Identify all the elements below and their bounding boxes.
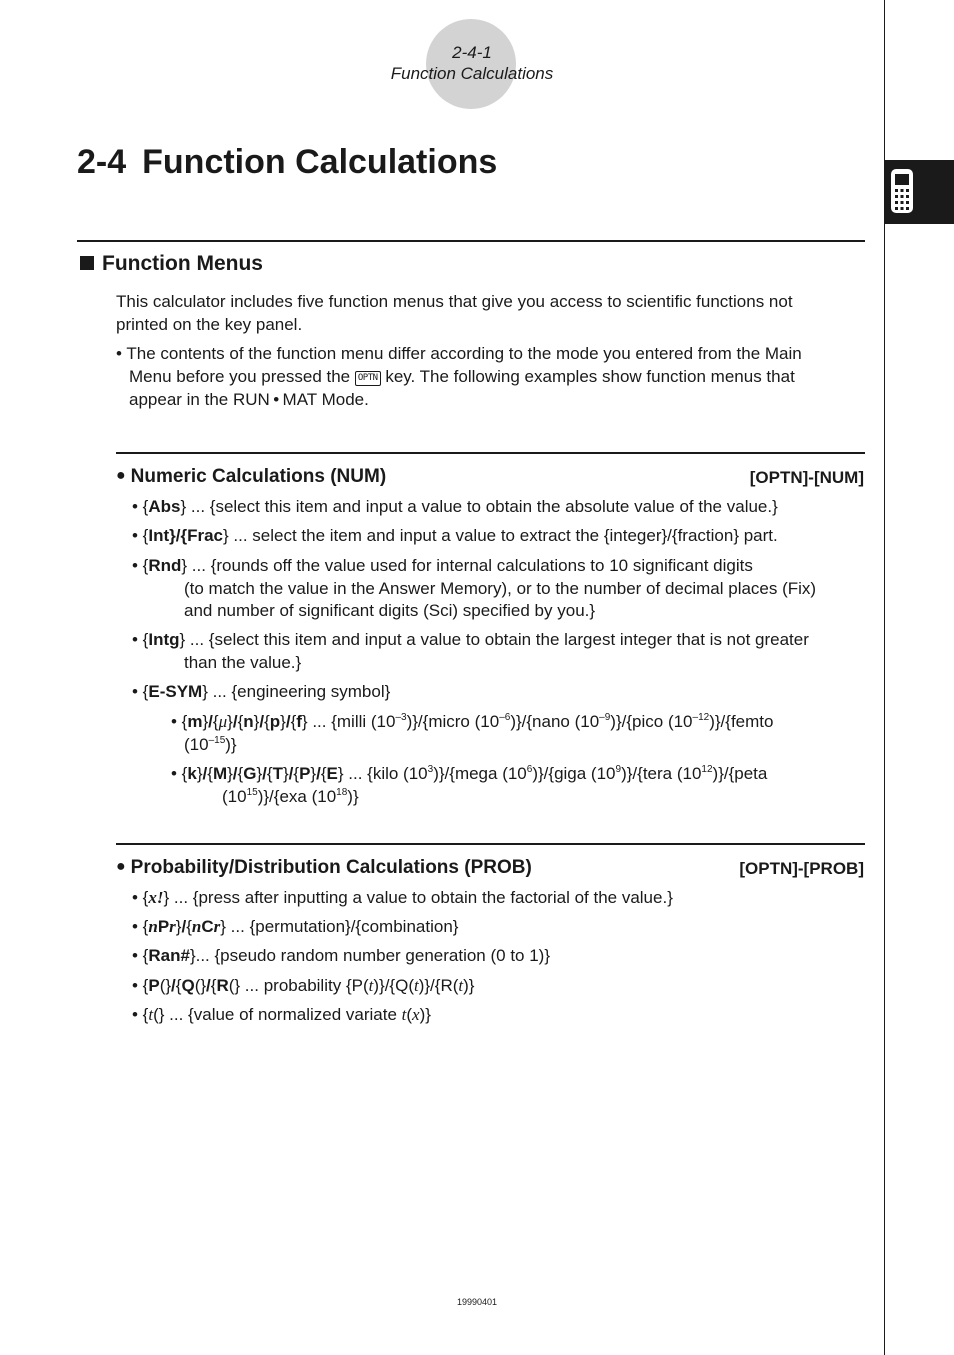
round-bullet-icon: ● [116, 467, 126, 484]
calculator-icon [890, 168, 914, 214]
intro-line-2: printed on the key panel. [116, 315, 303, 334]
section-rule [77, 240, 865, 242]
prob-item-probability: • {P(}/{Q(}/{R(} ... probability {P(t)}/{Q(t)}/{R(t)} [132, 976, 475, 995]
num-item-rnd-line-3: and number of significant digits (Sci) specified by you.} [184, 601, 596, 620]
intro-line-1: This calculator includes five function menus that give you access to scientific functions not [116, 292, 793, 311]
prob-item-normalized-variate: • {t(} ... {value of normalized variate t(x)} [132, 1005, 431, 1024]
esym-small-prefixes-line-2: $(10^{-15})$} [184, 735, 237, 754]
prob-rule [116, 843, 865, 845]
round-bullet-icon: ● [116, 858, 126, 875]
chapter-title [77, 143, 497, 182]
num-item-rnd-line-2: (to match the value in the Answer Memory), or to the number of decimal places (Fix) [184, 579, 817, 598]
num-rule [116, 452, 865, 454]
chapter-tab [884, 160, 954, 224]
num-item-intg: • {Intg} ... {select this item and input a value to obtain the largest integer that is not greater [132, 630, 809, 649]
square-bullet-icon [80, 256, 94, 270]
intro-bullet-line-2: Menu before you pressed the OPTN key. The following examples show function menus that [129, 367, 795, 386]
num-item-rnd: • {Rnd} ... {rounds off the value used for internal calculations to 10 significant digits [132, 556, 753, 575]
optn-key-icon: OPTN [355, 371, 381, 386]
esym-large-prefixes: • {k}/{M}/{G}/{T}/{P}/{E} ... {kilo $(10^3)\}/\{mega$ $(10^6)\}/\{giga$ $(10^9)\}/\{tera$ $(10^{12})\}/\{peta$ [171, 764, 768, 783]
section-title: Function Menus [102, 252, 263, 275]
esym-small-prefixes: • {m}/{μ}/{n}/{p}/{f} ... {milli $(10^{-3})\}/\{micro$ $(10^{-6})\}/\{nano$ $(10^{-9})\}/\{pico$ $(10^{-12})\}/\{femto$ [171, 712, 774, 731]
num-item-esym: • {E-SYM} ... {engineering symbol} [132, 682, 391, 701]
esym-large-prefixes-line-2: $(10^{15})\}/\{exa$ $(10^{18})$} [222, 787, 359, 806]
num-menu-path: [OPTN]-[NUM] [749, 468, 864, 487]
intro-bullet-line-1: • The contents of the function menu differ according to the mode you entered from the Main [116, 344, 802, 363]
footer-code: 19990401 [456, 1297, 498, 1307]
prob-item-factorial: • {x!} ... {press after inputting a value to obtain the factorial of the value.} [132, 888, 673, 907]
section-heading [80, 252, 263, 276]
num-heading: ● Numeric Calculations (NUM) [116, 466, 387, 487]
num-item-int-frac: • {Int}/{Frac} ... select the item and input a value to extract the {integer}/{fraction} part. [132, 526, 778, 545]
num-item-intg-line-2: than the value.} [184, 653, 302, 672]
prob-menu-path: [OPTN]-[PROB] [739, 859, 864, 878]
num-item-abs: • {Abs} ... {select this item and input a value to obtain the absolute value of the value.} [132, 497, 778, 516]
running-title: Function Calculations [390, 64, 554, 83]
prob-heading: ● Probability/Distribution Calculations (PROB) [116, 857, 532, 878]
chapter-number: 2-4 [77, 143, 127, 181]
prob-item-random: • {Ran#}... {pseudo random number generation (0 to 1)} [132, 946, 551, 965]
intro-bullet-line-3: appear in the RUN • MAT Mode. [129, 390, 369, 409]
page-number: 2-4-1 [452, 43, 492, 62]
prob-item-permutation: • {nPr}/{nCr} ... {permutation}/{combination} [132, 917, 459, 936]
chapter-title-text: Function Calculations [142, 143, 498, 181]
